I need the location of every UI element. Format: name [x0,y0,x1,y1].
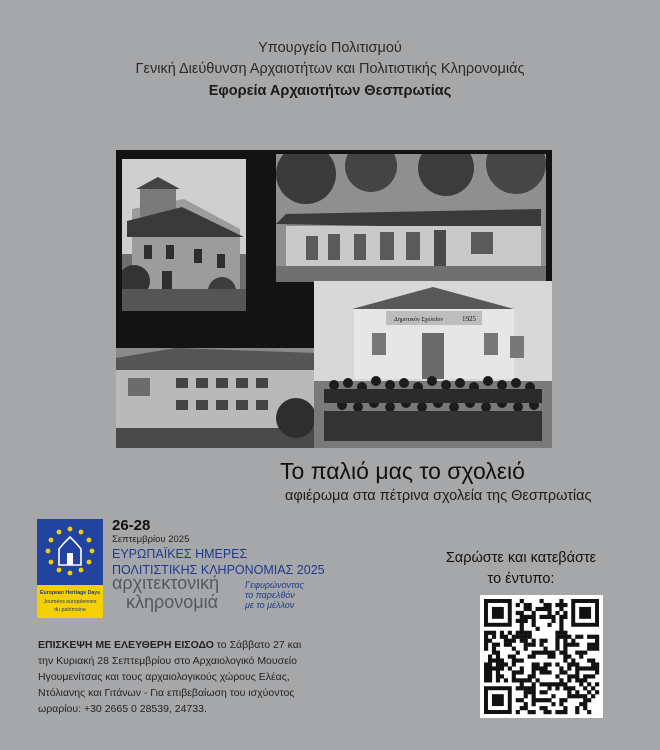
theme-tagline [245,580,304,610]
ehd-logo-line2: Journées européennes [43,599,97,605]
tagline-line2: το παρελθόν [245,590,295,600]
ehd-logo-line1: European Heritage Days [40,590,100,596]
header [0,38,660,102]
ehd-logo-line3: du patrimoine [54,607,86,613]
photo-tower-building [122,159,246,311]
scan-prompt [438,548,604,590]
qr-finder-pattern [484,686,512,714]
european-heritage-days-logo [37,519,103,618]
theme-wordmark [112,574,219,612]
sign-text: Δημοτικόν Σχολεῖον [394,317,444,323]
ehd-title-line1: ΕΥΡΩΠΑΪΚΕΣ ΗΜΕΡΕΣ [112,547,248,561]
scan-line1: Σαρώστε και κατεβάστε [445,550,597,566]
qr-finder-pattern [571,599,599,627]
tagline-line1: Γεφυρώνοντας [245,580,304,590]
visit-info [38,637,313,717]
event-month: Σεπτεμβρίου 2025 [112,534,190,545]
scan-line2: το έντυπο: [487,571,555,587]
directorate-name: Γενική Διεύθυνση Αρχαιοτήτων και Πολιτιστικής Κληρονομιάς [135,61,525,77]
qr-code-icon[interactable] [480,595,603,718]
visit-emphasis: ΕΠΙΣΚΕΨΗ ΜΕ ΕΛΕΥΘΕΡΗ ΕΙΣΟΔΟ [38,639,214,651]
photo-collage [116,150,552,448]
ehd-title-line2: ΠΟΛΙΤΙΣΤΙΚΗΣ ΚΛΗΡΟΝΟΜΙΑΣ 2025 [112,563,325,577]
qr-finder-pattern [484,599,512,627]
tagline-line3: με το μέλλον [245,600,295,610]
ephorate-name: Εφορεία Αρχαιοτήτων Θεσπρωτίας [208,83,452,99]
theme-line2: κληρονομιά [126,592,219,612]
event-dates: 26-28 [112,517,151,534]
event-subtitle: αφιέρωμα στα πέτρινα σχολεία της Θεσπρωτίας [285,488,592,504]
photo-long-building [276,154,546,282]
photo-modern-building [116,348,316,448]
sign-year: 1925 [462,315,476,323]
photo-school-1925-group [314,281,552,448]
event-title: Το παλιό μας το σχολειό [280,458,525,484]
ministry-name: Υπουργείο Πολιτισμού [258,40,402,56]
ehd-dates-block [112,517,325,577]
theme-line1: αρχιτεκτονική [112,573,220,593]
visit-details: το Σάββατο 27 και την Κυριακή 28 Σεπτεμβρίου στο Αρχαιολογικό Μουσείο Ηγουμενίτσας και τους αρχαιολογικούς χώρους Ελέας, Ντόλιανης και Γιτάνων - Για επιβεβαίωση του ισχύοντος ωραρίου: +30 2665 0 28539, 24733. [38,639,302,715]
